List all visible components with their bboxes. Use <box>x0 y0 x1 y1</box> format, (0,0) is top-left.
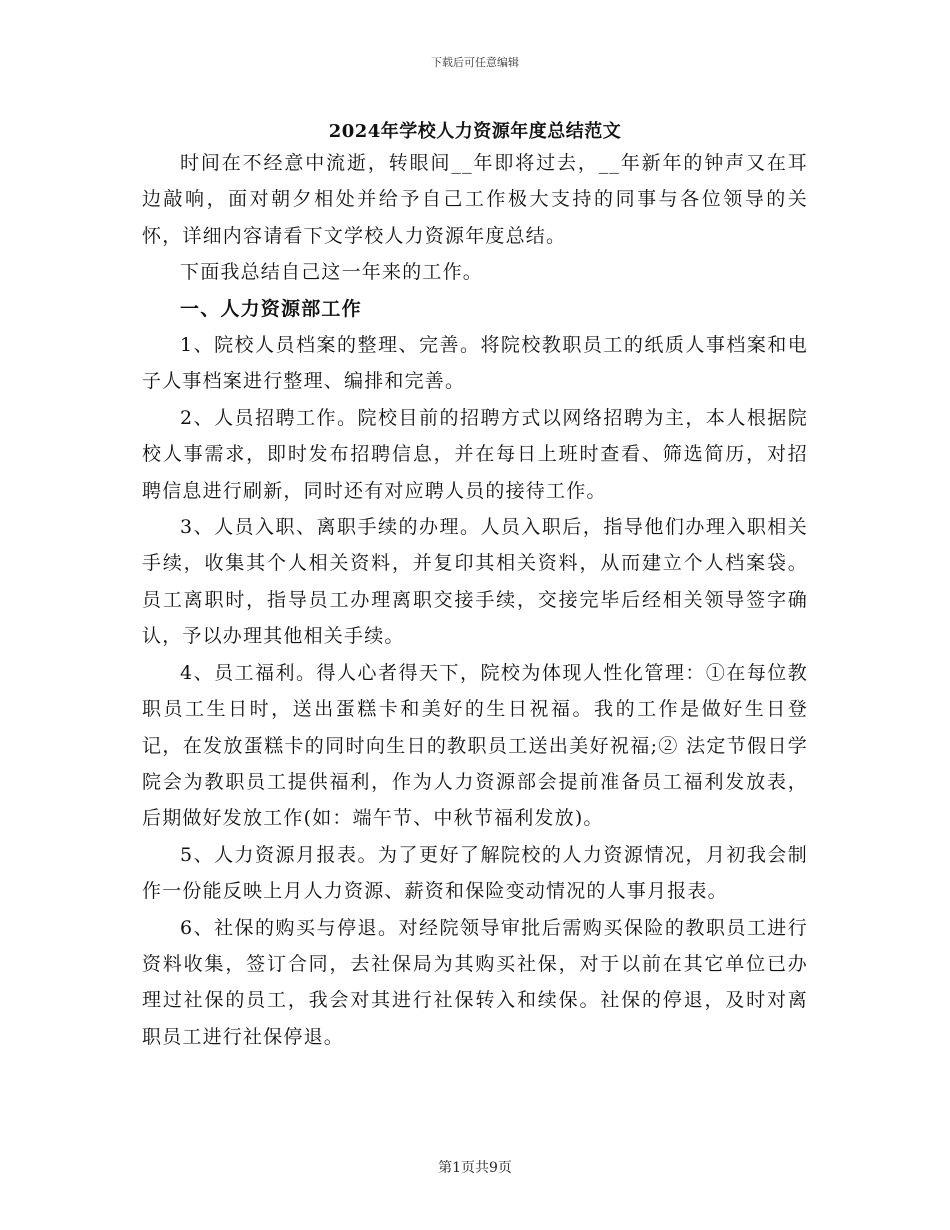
item-paragraph-4: 4、员工福利。得人心者得天下，院校为体现人性化管理：①在每位教职员工生日时，送出蛋糕卡和美好的生日祝福。我的工作是做好生日登记，在发放蛋糕卡的同时向生日的教职员工送出美好祝福;② 法定节假日学院会为教职员工提供福利，作为人力资源部会提前准备员工福利发放表，后期做好发放工作(如：端午节、中秋节福利发放)。 <box>142 661 808 830</box>
intro-paragraph: 时间在不经意中流逝，转眼间__年即将过去，__年新年的钟声又在耳边敲响，面对朝夕相处并给予自己工作极大支持的同事与各位领导的关怀，详细内容请看下文学校人力资源年度总结。 <box>142 152 808 247</box>
section-heading-hr-work: 一、人力资源部工作 <box>180 297 362 320</box>
document-title: 2024年学校人力资源年度总结范文 <box>328 121 622 142</box>
item-paragraph-6: 6、社保的购买与停退。对经院领导审批后需购买保险的教职员工进行资料收集，签订合同，去社保局为其购买社保，对于以前在其它单位已办理过社保的员工，我会对其进行社保转入和续保。社保的停退，及时对离职员工进行社保停退。 <box>142 916 808 1048</box>
page-number: 第1页共9页 <box>438 1160 512 1176</box>
item-paragraph-1: 1、院校人员档案的整理、完善。将院校教职员工的纸质人事档案和电子人事档案进行整理、编排和完善。 <box>142 334 808 393</box>
item-paragraph-2: 2、人员招聘工作。院校目前的招聘方式以网络招聘为主，本人根据院校人事需求，即时发布招聘信息，并在每日上班时查看、筛选简历，对招聘信息进行刷新，同时还有对应聘人员的接待工作。 <box>142 406 808 502</box>
header-note: 下载后可任意编辑 <box>431 56 519 69</box>
item-paragraph-3: 3、人员入职、离职手续的办理。人员入职后，指导他们办理入职相关手续，收集其个人相关资料，并复印其相关资料，从而建立个人档案袋。员工离职时，指导员工办理离职交接手续，交接完毕后经相关领导签字确认，予以办理其他相关手续。 <box>142 516 808 648</box>
item-paragraph-5: 5、人力资源月报表。为了更好了解院校的人力资源情况，月初我会制作一份能反映上月人力资源、薪资和保险变动情况的人事月报表。 <box>142 843 808 903</box>
document-body <box>142 145 808 1055</box>
summary-intro-paragraph: 下面我总结自己这一年来的工作。 <box>180 261 484 284</box>
